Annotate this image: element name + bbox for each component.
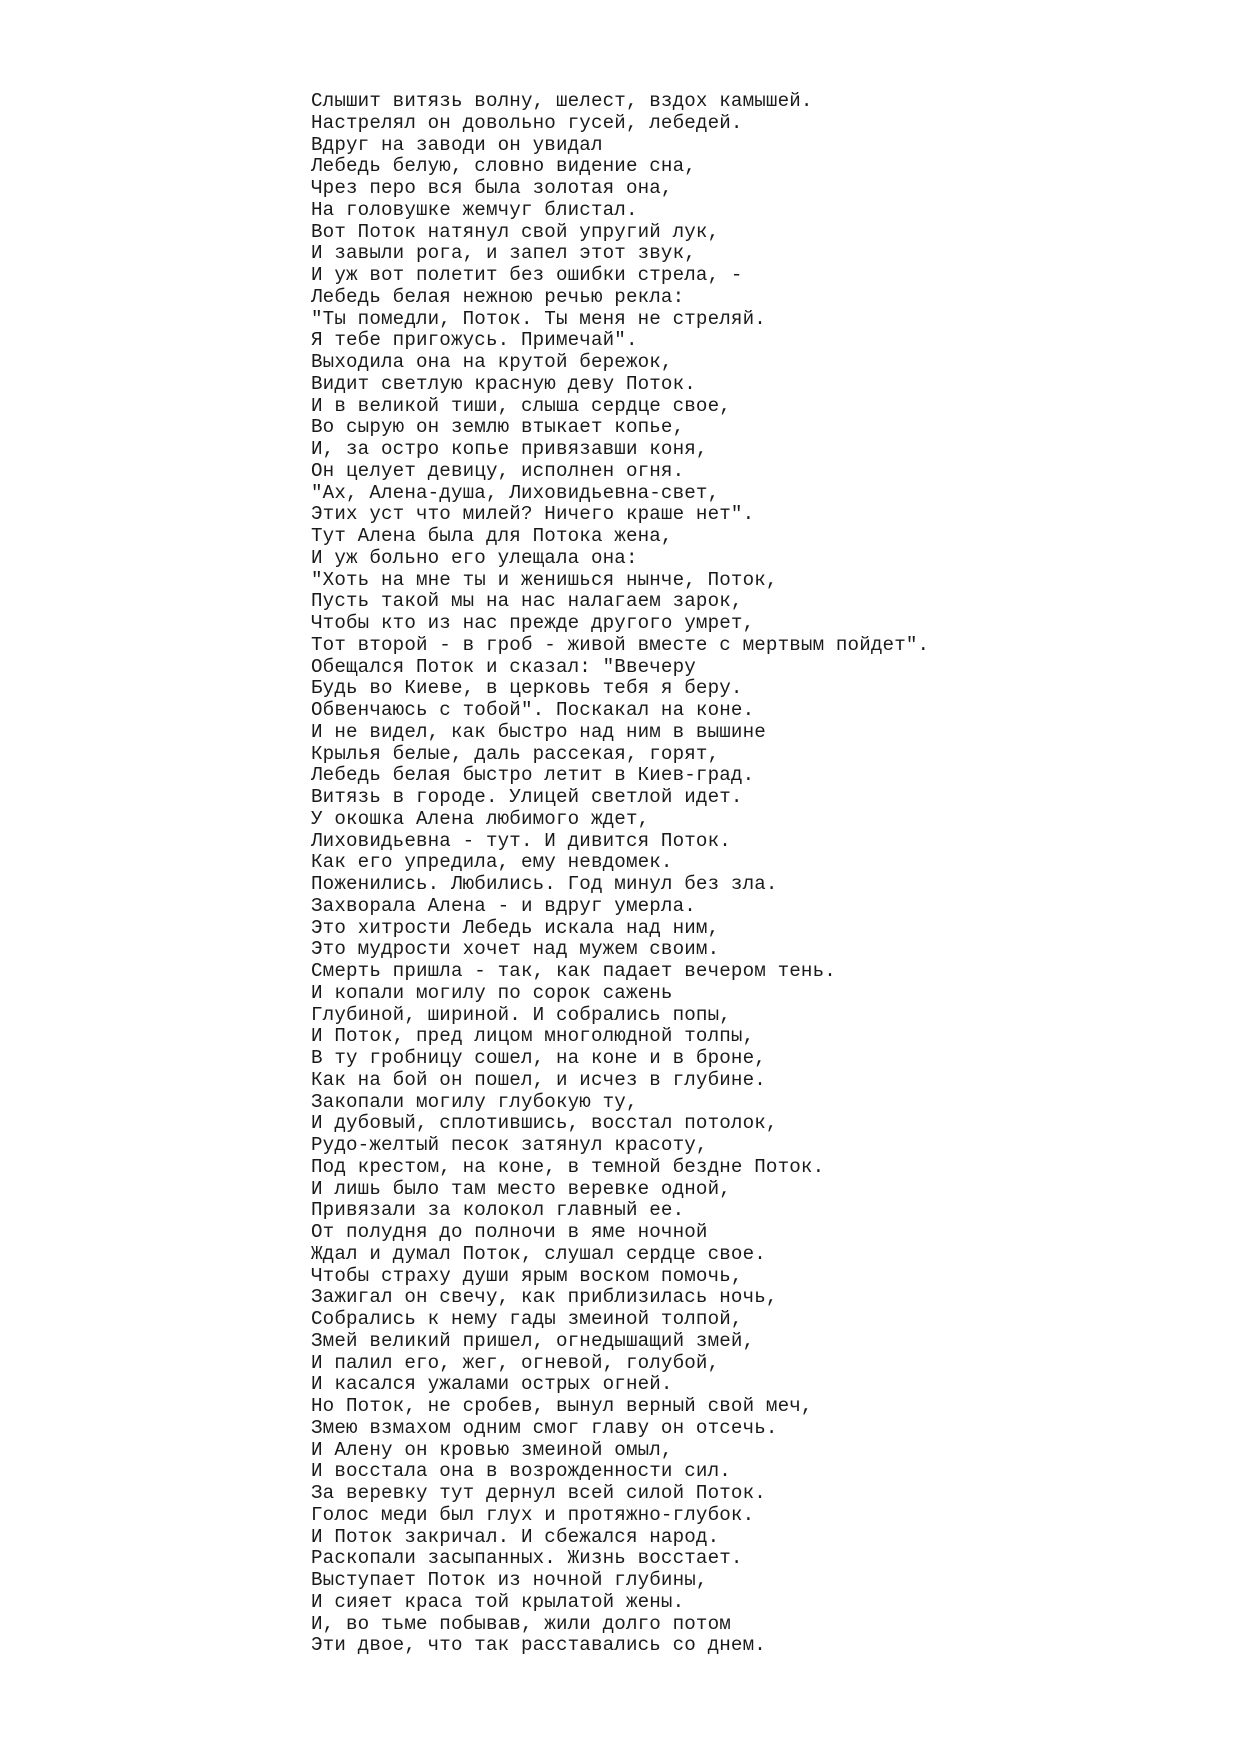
poem-line: Крылья белые, даль рассекая, горят,: [311, 742, 720, 765]
poem-text: [311, 91, 929, 1657]
poem-line: Выступает Поток из ночной глубины,: [311, 1569, 708, 1591]
poem-line: Лиховидьевна - тут. И дивится Поток.: [311, 829, 731, 852]
poem-line: И копали могилу по сорок сажень: [311, 981, 673, 1004]
poem-line: Как на бой он пошел, и исчез в глубине.: [311, 1068, 766, 1091]
poem-line: "Хоть на мне ты и женишься нынче, Поток,: [311, 568, 778, 591]
poem-line: И Поток, пред лицом многолюдной толпы,: [311, 1025, 755, 1048]
poem-line: Видит светлую красную деву Поток.: [311, 372, 696, 395]
poem-line: Змею взмахом одним смог главу он отсечь.: [311, 1416, 778, 1439]
poem-line: Смерть пришла - так, как падает вечером тень.: [311, 960, 836, 982]
poem-line: Под крестом, на коне, в темной бездне Поток.: [311, 1155, 825, 1178]
poem-line: И Алену он кровью змеиной омыл,: [311, 1438, 673, 1461]
poem-line: Собрались к нему гады змеиной толпой,: [311, 1308, 743, 1330]
poem-line: Тот второй - в гроб - живой вместе с мертвым пойдет".: [311, 633, 930, 656]
poem-line: И завыли рога, и запел этот звук,: [311, 242, 696, 265]
poem-line: Глубиной, шириной. И собрались попы,: [311, 1003, 731, 1026]
poem-line: В ту гробницу сошел, на коне и в броне,: [311, 1047, 766, 1069]
poem-line: И лишь было там место веревке одной,: [311, 1177, 731, 1200]
poem-line: И уж больно его улещала она:: [311, 546, 638, 569]
poem-line: И палил его, жег, огневой, голубой,: [311, 1351, 720, 1374]
poem-line: Обещался Поток и сказал: "Ввечеру: [311, 655, 696, 678]
poem-line: И в великой тиши, слыша сердце свое,: [311, 394, 731, 417]
poem-line: Это мудрости хочет над мужем своим.: [311, 938, 720, 961]
poem-line: "Ты помедли, Поток. Ты меня не стреляй.: [311, 307, 766, 330]
poem-line: И сияет краса той крылатой жены.: [311, 1590, 685, 1613]
poem-line: Закопали могилу глубокую ту,: [311, 1090, 638, 1113]
poem-line: Но Поток, не сробев, вынул верный свой меч,: [311, 1395, 813, 1417]
poem-line: Будь во Киеве, в церковь тебя я беру.: [311, 677, 743, 700]
poem-line: Привязали за колокол главный ее.: [311, 1199, 685, 1222]
poem-line: Эти двое, что так расставались со днем.: [311, 1634, 766, 1657]
poem-line: Выходила она на крутой бережок,: [311, 351, 673, 373]
poem-line: Лебедь белая нежною речью рекла:: [311, 285, 685, 308]
poem-line: Лебедь белую, словно видение сна,: [311, 155, 696, 178]
poem-line: Тут Алена была для Потока жена,: [311, 525, 673, 547]
poem-line: Поженились. Любились. Год минул без зла.: [311, 873, 778, 895]
poem-line: Рудо-желтый песок затянул красоту,: [311, 1134, 708, 1156]
poem-line: Змей великий пришел, огнедышащий змей,: [311, 1329, 755, 1352]
poem-line: И не видел, как быстро над ним в вышине: [311, 720, 766, 743]
poem-line: Этих уст что милей? Ничего краше нет".: [311, 503, 755, 526]
poem-line: У окошка Алена любимого ждет,: [311, 807, 650, 830]
poem-line: Обвенчаюсь с тобой". Поскакал на коне.: [311, 699, 755, 721]
poem-line: От полудня до полночи в яме ночной: [311, 1221, 708, 1243]
poem-line: Захворала Алена - и вдруг умерла.: [311, 894, 696, 917]
poem-line: Ждал и думал Поток, слушал сердце свое.: [311, 1242, 766, 1265]
poem-line: На головушке жемчуг блистал.: [311, 198, 638, 221]
poem-line: Во сырую он землю втыкает копье,: [311, 416, 685, 439]
poem-line: Пусть такой мы на нас налагаем зарок,: [311, 590, 743, 613]
poem-line: И восстала она в возрожденности сил.: [311, 1460, 731, 1483]
poem-line: Я тебе пригожусь. Примечай".: [311, 329, 638, 352]
poem-line: Чрез перо вся была золотая она,: [311, 177, 673, 199]
poem-line: И, во тьме побывав, жили долго потом: [311, 1612, 731, 1635]
poem-line: Чтобы кто из нас прежде другого умрет,: [311, 612, 755, 634]
poem-line: И касался ужалами острых огней.: [311, 1373, 673, 1396]
poem-line: Как его упредила, ему невдомек.: [311, 851, 673, 874]
poem-line: Вдруг на заводи он увидал: [311, 133, 603, 156]
poem-line: Раскопали засыпанных. Жизнь восстает.: [311, 1547, 743, 1570]
poem-line: И, за остро копье привязавши коня,: [311, 438, 708, 460]
poem-line: И дубовый, сплотившись, восстал потолок,: [311, 1112, 778, 1135]
poem-line: Витязь в городе. Улицей светлой идет.: [311, 786, 743, 808]
poem-line: Он целует девицу, исполнен огня.: [311, 459, 685, 482]
poem-line: Слышит витязь волну, шелест, вздох камышей.: [311, 90, 813, 112]
poem-line: Зажигал он свечу, как приблизилась ночь,: [311, 1286, 778, 1309]
poem-line: "Ах, Алена-душа, Лиховидьевна-свет,: [311, 481, 720, 504]
poem-line: Вот Поток натянул свой упругий лук,: [311, 220, 720, 243]
poem-line: Лебедь белая быстро летит в Киев-град.: [311, 764, 755, 787]
poem-line: И уж вот полетит без ошибки стрела, -: [311, 264, 743, 286]
poem-line: И Поток закричал. И сбежался народ.: [311, 1525, 720, 1548]
poem-line: Голос меди был глух и протяжно-глубок.: [311, 1503, 755, 1526]
poem-line: Чтобы страху души ярым воском помочь,: [311, 1264, 743, 1287]
poem-line: Это хитрости Лебедь искала над ним,: [311, 916, 720, 939]
poem-line: Настрелял он довольно гусей, лебедей.: [311, 111, 743, 134]
poem-line: За веревку тут дернул всей силой Поток.: [311, 1482, 766, 1504]
